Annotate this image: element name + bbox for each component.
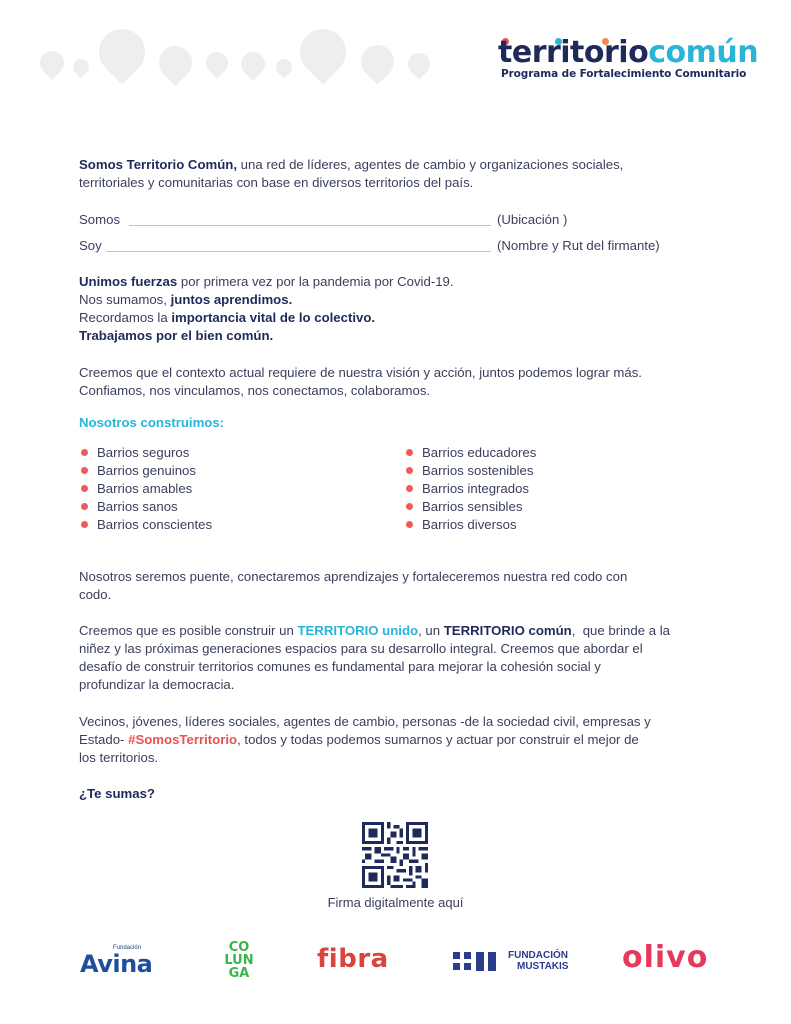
balloon-icon <box>403 48 434 79</box>
call-l2-post: , todos y todas podemos sumarnos y actuar por construir el mejor de <box>237 732 639 747</box>
list-item <box>81 480 192 498</box>
fibra-logo <box>317 944 389 974</box>
manifesto-l2: Nos sumamos, <box>79 292 171 307</box>
balloon-icon <box>35 46 69 80</box>
balloon-icon <box>89 19 154 84</box>
bridge-paragraph <box>79 568 627 604</box>
intro-paragraph <box>79 156 623 192</box>
list-item <box>406 462 533 480</box>
bullet-icon <box>406 467 413 474</box>
somos-input-line[interactable] <box>129 225 491 226</box>
mustakis-mark-icon <box>453 950 503 972</box>
manifesto-l3-bold: importancia vital de lo colectivo. <box>171 310 376 325</box>
list-item <box>81 444 189 462</box>
fibra-wordmark: fibra <box>317 944 389 974</box>
olivo-logo <box>622 940 708 975</box>
intro-bold: Somos Territorio Común, <box>79 157 238 172</box>
logo-part2: común <box>648 35 759 70</box>
mustakis-bottom-text: MUSTAKIS <box>517 961 569 972</box>
soy-hint: (Nombre y Rut del firmante) <box>497 238 660 253</box>
soy-input-line[interactable] <box>106 251 491 252</box>
manifesto-l1-bold: Unimos fuerzas <box>79 274 178 289</box>
manifesto-l4-bold: Trabajamos por el bien común. <box>79 328 274 343</box>
list-item <box>406 498 522 516</box>
somos-hint: (Ubicación ) <box>497 212 568 227</box>
intro-line2: territoriales y comunitarias con base en diversos territorios del país. <box>79 175 474 190</box>
qr-caption: Firma digitalmente aquí <box>327 895 464 910</box>
context-line1: Creemos que el contexto actual requiere de nuestra visión y acción, juntos podemos lograr más. <box>79 365 642 380</box>
list-item-label: Barrios seguros <box>97 445 190 460</box>
vision-pre: Creemos que es posible construir un <box>79 623 298 638</box>
vision-post: , que brinde a la <box>571 623 670 638</box>
bullet-icon <box>406 521 413 528</box>
manifesto-l3: Recordamos la <box>79 310 172 325</box>
list-item <box>406 444 536 462</box>
call-line3: los territorios. <box>79 750 159 765</box>
list-item <box>406 516 517 534</box>
list-item-label: Barrios amables <box>97 481 193 496</box>
avina-fundacion-text: Fundación <box>113 945 142 951</box>
call-question: ¿Te sumas? <box>79 786 155 801</box>
colunga-line1: CO <box>228 940 250 955</box>
call-line1: Vecinos, jóvenes, líderes sociales, agentes de cambio, personas -de la sociedad civil, empresas y <box>79 714 651 729</box>
avina-logo <box>80 944 158 978</box>
list-item <box>81 516 212 534</box>
mustakis-top-text: FUNDACIÓN <box>508 950 568 961</box>
list-item-label: Barrios genuinos <box>97 463 196 478</box>
balloon-icon <box>273 56 296 79</box>
manifesto-l2-bold: juntos aprendimos. <box>170 292 293 307</box>
colunga-line3: GA <box>228 966 250 981</box>
bullet-icon <box>81 503 88 510</box>
balloon-icon <box>70 56 93 79</box>
vision-paragraph <box>79 622 670 694</box>
vision-highlight-unido: TERRITORIO unido <box>297 623 419 638</box>
manifesto-paragraph <box>79 273 454 345</box>
avina-wordmark: Avina <box>80 950 153 978</box>
colunga-line2: LUN <box>224 953 254 968</box>
bullet-icon <box>406 503 413 510</box>
balloon-icon <box>236 47 270 81</box>
list-item-label: Barrios sanos <box>97 499 178 514</box>
vision-mid: , un <box>418 623 444 638</box>
vision-line2: niñez y las próximas generaciones espacios para su desarrollo integral. Creemos que abordar el <box>79 641 643 656</box>
balloon-icon <box>290 19 355 84</box>
bullet-icon <box>406 449 413 456</box>
colunga-logo <box>218 941 260 980</box>
qr-code[interactable] <box>362 822 428 888</box>
vision-line4: profundizar la democracia. <box>79 677 235 692</box>
call-paragraph <box>79 713 651 767</box>
logo-part1: territorio <box>498 35 649 70</box>
balloon-icon <box>354 38 401 85</box>
vision-line3: desafío de construir territorios comunes es fundamental para mejorar la cohesión social y <box>79 659 601 674</box>
hashtag-link[interactable]: #SomosTerritorio <box>128 732 238 747</box>
balloon-icon <box>201 47 232 78</box>
bullet-icon <box>81 521 88 528</box>
mustakis-logo <box>453 950 578 974</box>
list-item-label: Barrios sostenibles <box>422 463 534 478</box>
list-item <box>406 480 529 498</box>
list-item-label: Barrios conscientes <box>97 517 213 532</box>
bullet-icon <box>406 485 413 492</box>
intro-text: una red de líderes, agentes de cambio y organizaciones sociales, <box>237 157 624 172</box>
bridge-line1: Nosotros seremos puente, conectaremos aprendizajes y fortaleceremos nuestra red codo con <box>79 569 628 584</box>
bullet-icon <box>81 485 88 492</box>
list-item-label: Barrios diversos <box>422 517 517 532</box>
bullet-icon <box>81 467 88 474</box>
list-item <box>81 498 178 516</box>
olivo-wordmark: olivo <box>622 940 709 975</box>
call-l2-pre: Estado- <box>79 732 129 747</box>
bridge-line2: codo. <box>79 587 112 602</box>
context-paragraph <box>79 364 642 400</box>
balloon-icon <box>152 39 199 86</box>
list-item <box>81 462 196 480</box>
manifesto-l1: por primera vez por la pandemia por Covid-19. <box>177 274 454 289</box>
somos-label: Somos <box>79 212 121 227</box>
bullet-icon <box>81 449 88 456</box>
list-item-label: Barrios educadores <box>422 445 537 460</box>
list-item-label: Barrios integrados <box>422 481 530 496</box>
context-line2: Confiamos, nos vinculamos, nos conectamos, colaboramos. <box>79 383 431 398</box>
logo-wordmark <box>498 36 758 70</box>
build-heading: Nosotros construimos: <box>79 415 225 430</box>
list-item-label: Barrios sensibles <box>422 499 523 514</box>
vision-highlight-comun: TERRITORIO común <box>443 623 572 638</box>
soy-label: Soy <box>79 238 102 253</box>
logo-subtitle: Programa de Fortalecimiento Comunitario <box>501 68 747 80</box>
